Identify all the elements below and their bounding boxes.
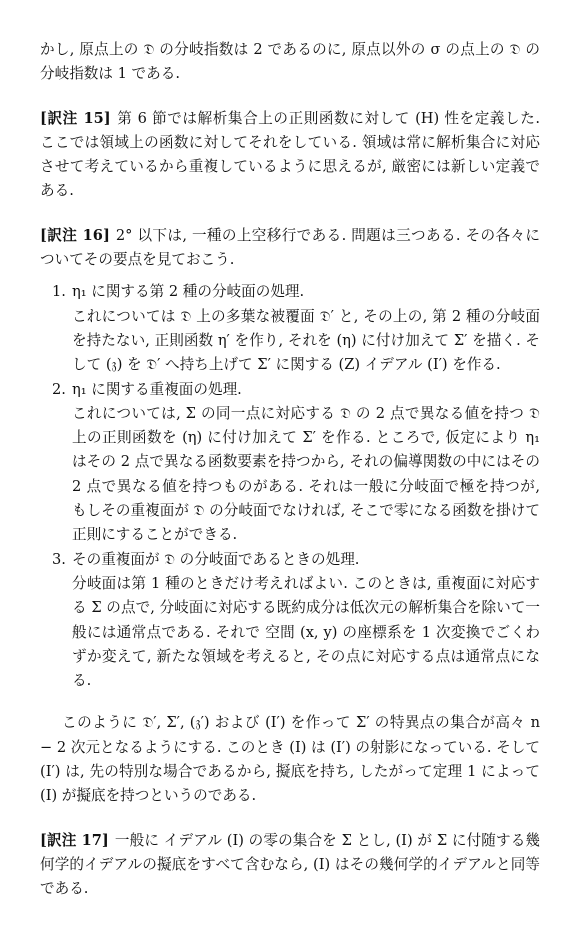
closing-paragraph: このように 𝔇′, Σ′, (𝔷′) および (I′) を作って Σ′ の特異点の集合が高々 n − 2 次元となるようにする. このとき (I) は (I′) の射影になっている. そして (I′) は, 先の特別な場合であるから, 擬底を持ち, したがって定理 1 によって (I) が擬底を持つというのである. [40,714,540,805]
translator-note-17 [40,829,540,902]
list-item [40,378,540,548]
translator-note-15 [40,107,540,204]
translator-note-16 [40,224,540,273]
note-label: [訳注 16] [40,226,110,244]
opening-paragraph: かし, 原点上の 𝔇 の分岐指数は 2 であるのに, 原点以外の σ の点上の 𝔇 の分岐指数は 1 である. [40,41,540,83]
note-label: [訳注 15] [40,109,111,127]
list-item-body: これについては, Σ の同一点に対応する 𝔇 の 2 点で異なる値を持つ 𝔇 上の正則函数を (η) に付け加えて Σ′ を作る. ところで, 仮定により η₁ はその 2 点で異なる函数要素を持つから, それの偏導関数の中にはその 2 点で異なる値を持つものがある. それは一般に分岐面で極を持つが, もしその重複面が 𝔇 の分岐面でなければ, そこで零になる函数を掛けて正則にすることができる. [72,404,540,544]
list-item-number: 2. [52,380,66,398]
list-item [40,280,540,377]
note-text: 2° 以下は, 一種の上空移行である. 問題は三つある. その各々についてその要点を見ておこう. [40,226,541,269]
document-page [40,38,540,902]
list-item-number: 1. [52,283,66,301]
numbered-list [40,280,540,693]
list-item-title: η₁ に関する重複面の処理. [72,380,242,398]
list-item-number: 3. [52,550,66,568]
list-item-body: これについては 𝔇 上の多葉な被覆面 𝔇′ と, その上の, 第 2 種の分岐面を持たない, 正則函数 η′ を作り, それを (η) に付け加えて Σ′ を描く. そして (𝔷) を 𝔇′ へ持ち上げて Σ′ に関する (Z) イデアル (I′) を作る. [72,307,540,374]
list-item [40,548,540,694]
list-item-title: その重複面が 𝔇 の分岐面であるときの処理. [72,550,360,568]
list-item-body: 分岐面は第 1 種のときだけ考えればよい. このときは, 重複面に対応する Σ の点で, 分岐面に対応する既約成分は低次元の解析集合を除いて一般には通常点である. それで 空間 (x, y) の座標系を 1 次変換でごくわずか変えて, 新たな領域を考えると, その点に対応する点は通常点になる. [72,574,540,690]
note-text: 一般に イデアル (I) の零の集合を Σ とし, (I) が Σ に付随する幾何学的イデアルの擬底をすべて含むなら, (I) はその幾何学的イデアルと同等である. [40,831,541,898]
note-text: 第 6 節では解析集合上の正則函数に対して (H) 性を定義した. ここでは領域上の函数に対してそれをしている. 領域は常に解析集合に対応させて考えているから重複しているように思えるが, 厳密には新しい定義である. [40,109,540,200]
note-label: [訳注 17] [40,831,109,849]
list-item-title: η₁ に関する第 2 種の分岐面の処理. [72,283,305,301]
